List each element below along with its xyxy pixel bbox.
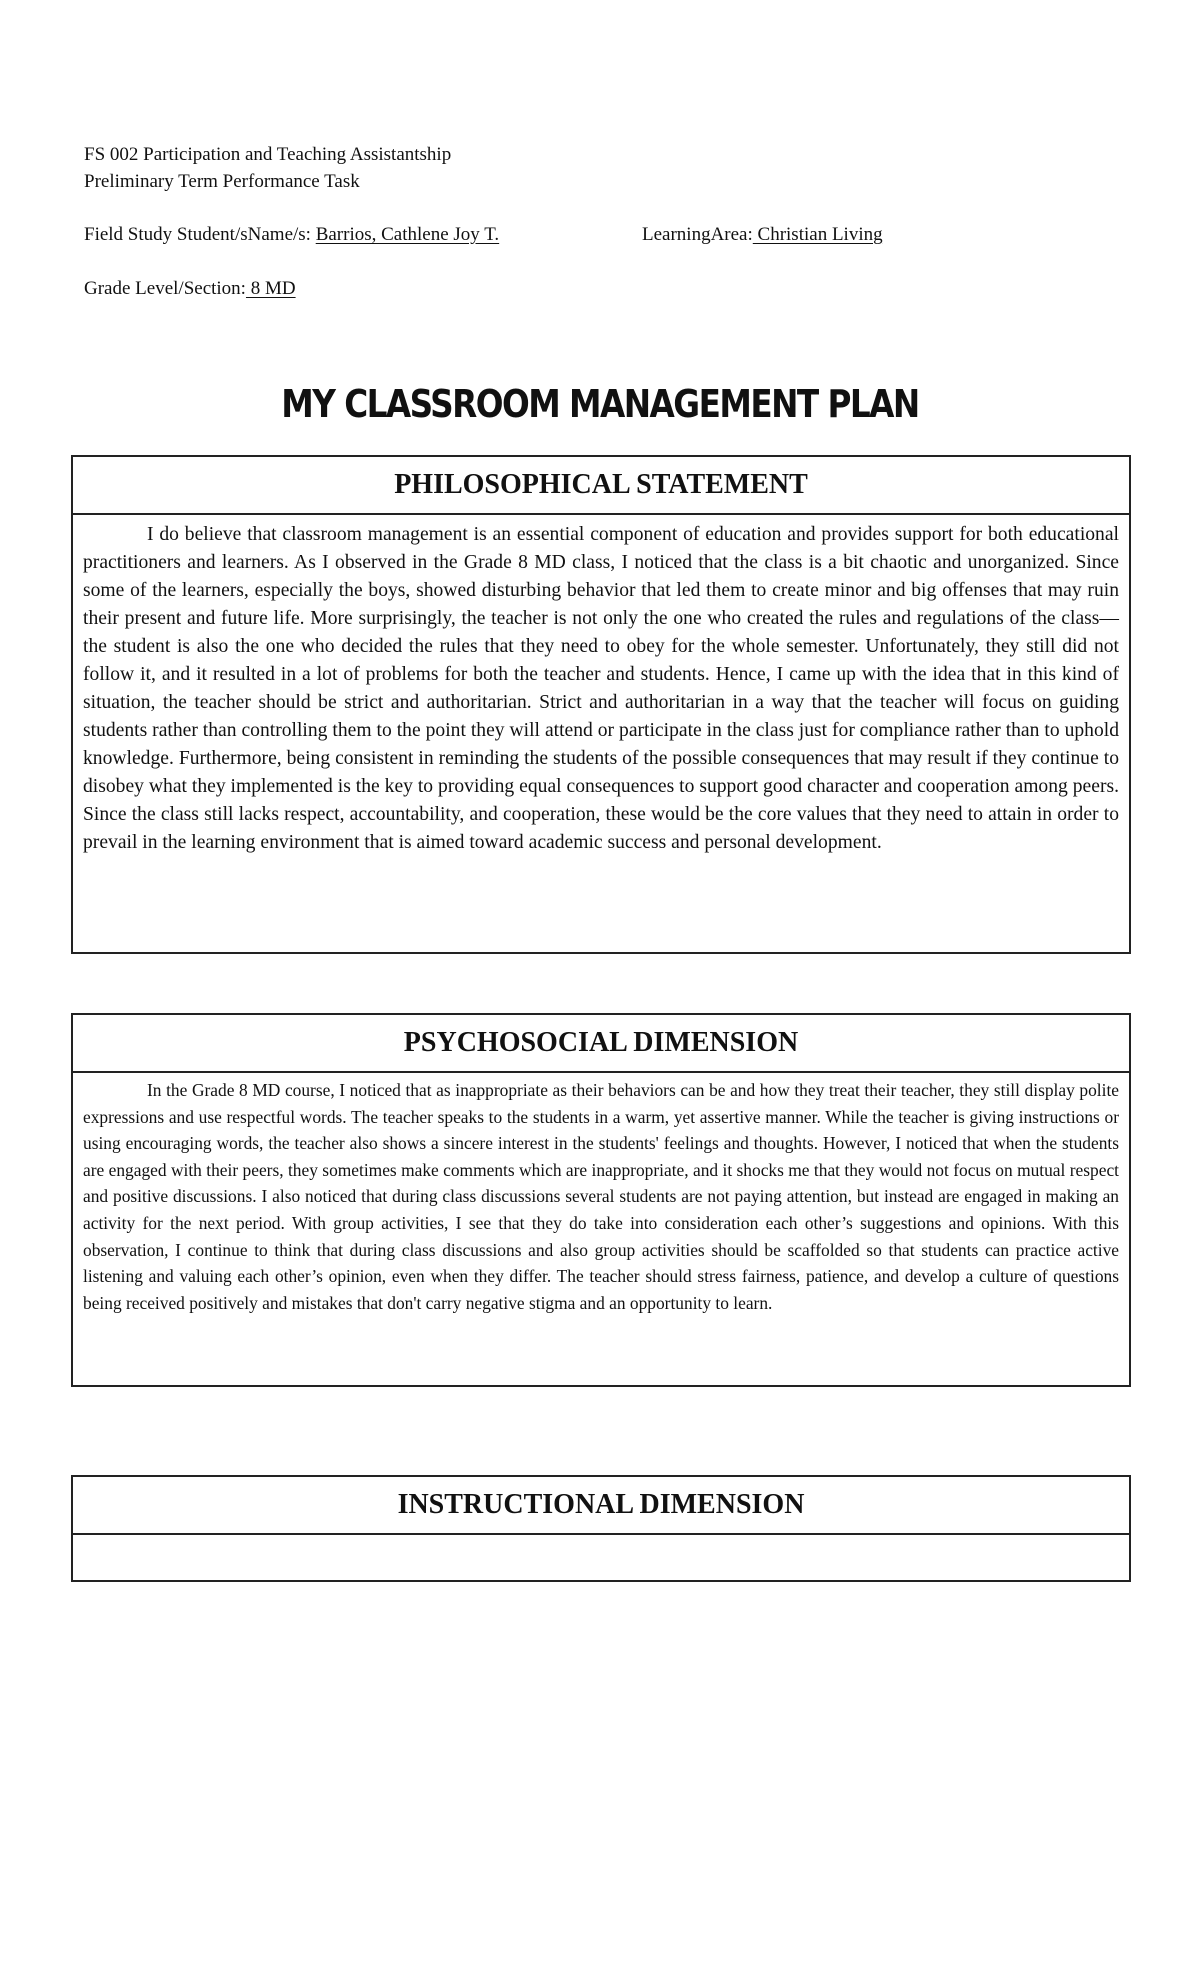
psychosocial-dimension-box [71,1013,1131,1387]
page-title: MY CLASSROOM MANAGEMENT PLAN [281,382,919,426]
philosophical-statement-text: I do believe that classroom management is an essential component of education and provides support for both educational practitioners and learners. As I observed in the Grade 8 MD class, I noticed that the class is a bit chaotic and unorganized. Since some of the learners, especially the boys, showed disturbing behavior that led them to create minor and big offenses that may ruin their present and future life. More surprisingly, the teacher is not only the one who created the rules and regulations of the class—the student is also the one who decided the rules that they need to obey for the whole semester. Unfortunately, they still did not follow it, and it resulted in a lot of problems for both the teacher and students. Hence, I came up with the idea that in this kind of situation, the teacher should be strict and authoritarian. Strict and authoritarian in a way that the teacher will focus on guiding students rather than controlling them to the point they will attend or participate in the class just for compliance rather than to uphold knowledge. Furthermore, being consistent in reminding the students of the possible consequences that may result if they continue to disobey what they implemented is the key to providing equal consequences to support good character and cooperation among peers. Since the class still lacks respect, accountability, and cooperation, these would be the core values that they need to attain in order to prevail in the learning environment that is aimed toward academic success and personal development. [83,524,1119,853]
learning-area-value: Christian Living [752,224,883,245]
psychosocial-dimension-body [73,1073,1129,1316]
learning-area-field [642,223,883,247]
philosophical-statement-body [73,515,1129,857]
student-names-field [84,223,499,247]
course-line: FS 002 Participation and Teaching Assistantship [84,144,452,165]
instructional-dimension-box [71,1475,1131,1582]
psychosocial-dimension-heading: PSYCHOSOCIAL DIMENSION [73,1015,1129,1073]
philosophical-statement-heading: PHILOSOPHICAL STATEMENT [73,457,1129,515]
grade-section-label: Grade Level/Section: [84,278,246,299]
learning-area-label: LearningArea: [642,224,753,245]
instructional-dimension-heading: INSTRUCTIONAL DIMENSION [73,1477,1129,1535]
grade-section-field [84,277,296,301]
student-names-label: Field Study Student/sName/s: [84,224,316,245]
task-line: Preliminary Term Performance Task [84,171,360,192]
grade-section-value: 8 MD [245,278,296,299]
instructional-dimension-body [73,1535,1129,1539]
psychosocial-dimension-text: In the Grade 8 MD course, I noticed that as inappropriate as their behaviors can be and how they treat their teacher, they still display polite expressions and use respectful words. The teacher speaks to the students in a warm, yet assertive manner. While the teacher is giving instructions or using encouraging words, the teacher also shows a sincere interest in the students' feelings and thoughts. However, I noticed that when the students are engaged with their peers, they sometimes make comments which are inappropriate, and it shocks me that they would not focus on mutual respect and positive discussions. I also noticed that during class discussions several students are not paying attention, but instead are engaged in making an activity for the next period. With group activities, I see that they do take into consideration each other’s suggestions and opinions. With this observation, I continue to think that during class discussions and also group activities should be scaffolded so that students can practice active listening and valuing each other’s opinion, even when they differ. The teacher should stress fairness, patience, and develop a culture of questions being received positively and mistakes that don't carry negative stigma and an opportunity to learn. [83,1080,1119,1313]
philosophical-statement-box [71,455,1131,954]
student-names-value: Barrios, Cathlene Joy T. [315,224,500,245]
